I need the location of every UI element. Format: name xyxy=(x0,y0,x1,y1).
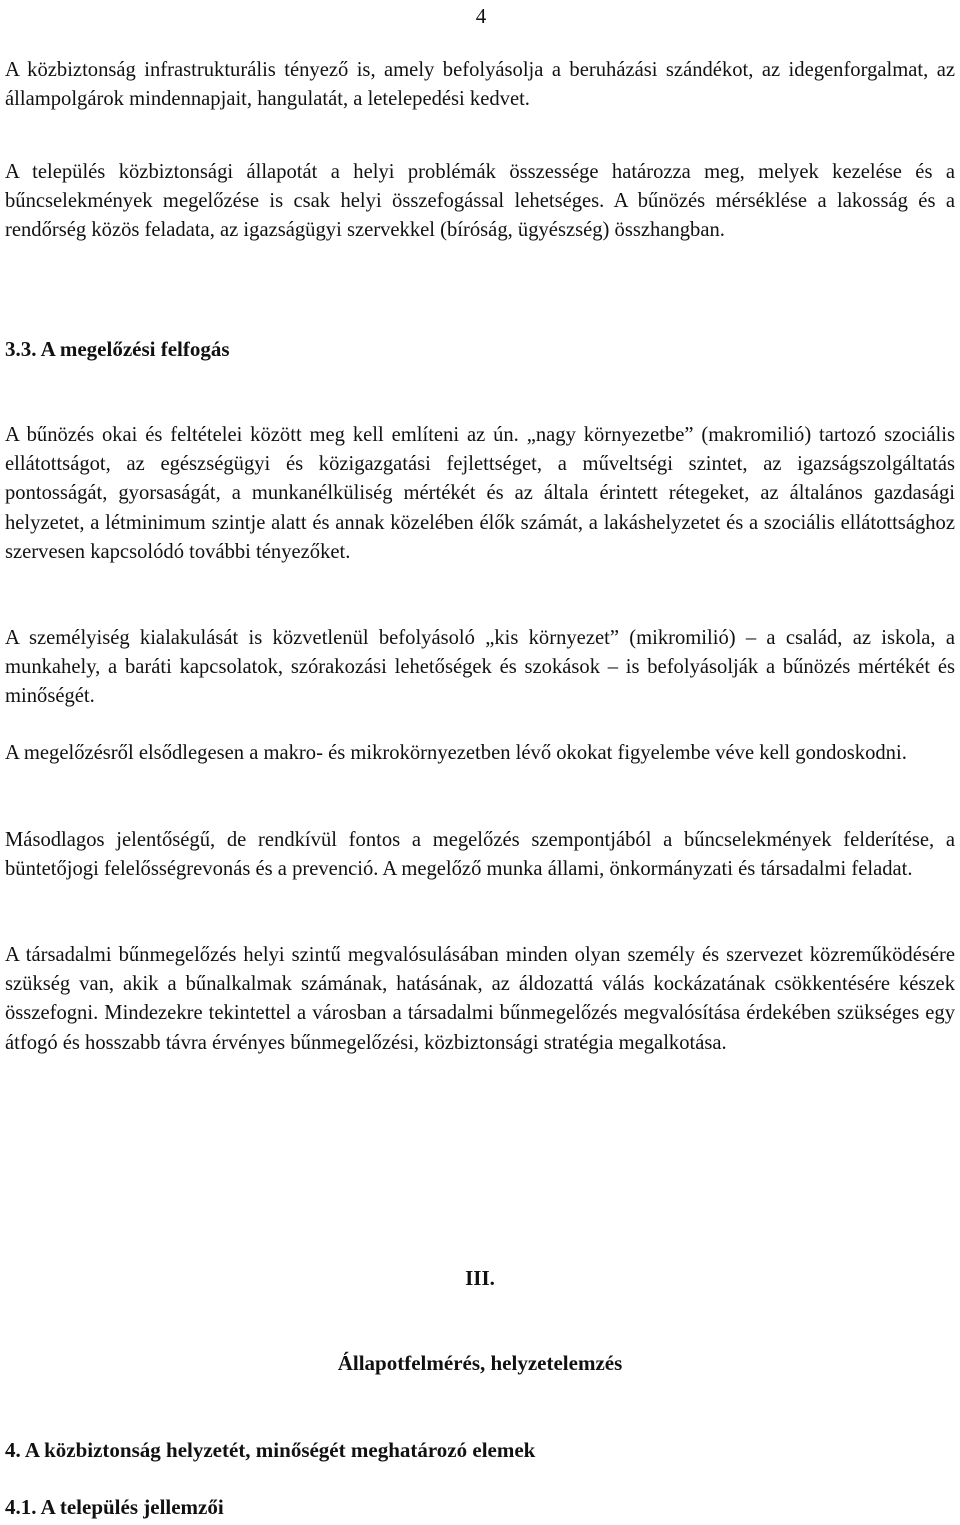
paragraph-macro-environment: A bűnözés okai és feltételei között meg kell említeni az ún. „nagy környezetbe” (makromilió) tartozó szociális ellátottságot, az egészségügyi és közigazgatási fejlettséget, a műveltségi szintet, az igazságszolgáltatás pontosságát, gyorsaságát, a munkanélküliség mértékét és az általa érintett rétegeket, az általános gazdasági helyzetet, a létminimum szintje alatt és annak közelében élők számát, a lakáshelyzetet és a szociális ellátottsághoz szervesen kapcsolódó további tényezőket. xyxy=(5,424,955,563)
paragraph-infrastructure: A közbiztonság infrastrukturális tényező is, amely befolyásolja a beruházási szándékot, az idegenforgalmat, az állampolgárok mindennapjait, hangulatát, a letelepedési kedvet. xyxy=(5,59,955,111)
heading-part-title: Állapotfelmérés, helyzetelemzés xyxy=(337,1351,623,1375)
paragraph-prevention-priority: A megelőzésről elsődlegesen a makro- és mikrokörnyezetben lévő okokat figyelembe véve kell gondoskodni. xyxy=(5,742,907,764)
paragraph-micro-environment: A személyiség kialakulását is közvetlenül befolyásoló „kis környezet” (mikromilió) – a család, az iskola, a munkahely, a baráti kapcsolatok, szórakozási lehetőségek és szokások – is befolyásolják a bűnözés mértékét és minőségét. xyxy=(5,627,955,708)
heading-section-3-3: 3.3. A megelőzési felfogás xyxy=(5,337,230,361)
heading-section-4: 4. A közbiztonság helyzetét, minőségét meghatározó elemek xyxy=(5,1438,536,1462)
heading-section-4-1: 4.1. A település jellemzői xyxy=(5,1495,224,1519)
heading-part-roman: III. xyxy=(465,1266,495,1290)
paragraph-secondary-importance: Másodlagos jelentőségű, de rendkívül fontos a megelőzés szempontjából a bűncselekmények felderítése, a büntetőjogi felelősségrevonás és a prevenció. A megelőző munka állami, önkormányzati és társadalmi feladat. xyxy=(5,829,955,881)
paragraph-social-crime-prevention: A társadalmi bűnmegelőzés helyi szintű megvalósulásában minden olyan személy és szervezet közreműködésére szükség van, akik a bűnalkalmak számának, hatásának, az áldozattá válás kockázatának csökkentésére készek összefogni. Mindezekre tekintettel a városban a társadalmi bűnmegelőzés megvalósítása érdekében szükséges egy átfogó és hosszabb távra érvényes bűnmegelőzési, közbiztonsági stratégia megalkotása. xyxy=(5,944,955,1054)
paragraph-local-safety: A település közbiztonsági állapotát a helyi problémák összessége határozza meg, melyek kezelése és a bűncselekmények megelőzése is csak helyi összefogással lehetséges. A bűnözés mérséklése a lakosság és a rendőrség közös feladata, az igazságügyi szervekkel (bíróság, ügyészség) összhangban. xyxy=(5,161,955,242)
page-number: 4 xyxy=(475,4,487,28)
